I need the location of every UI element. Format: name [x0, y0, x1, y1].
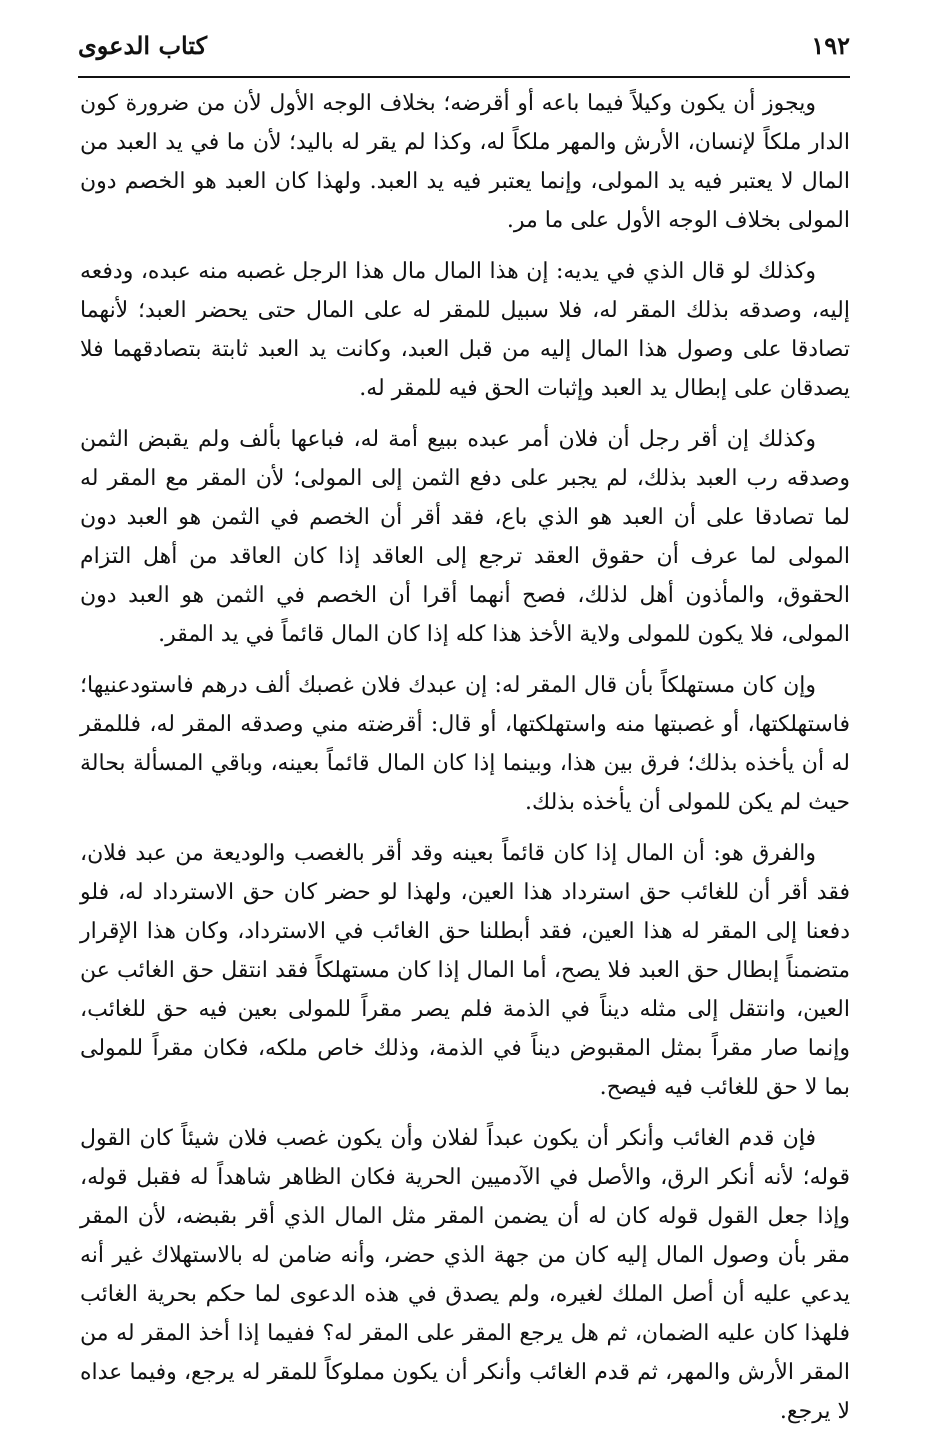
paragraph-3: وكذلك إن أقر رجل أن فلان أمر عبده ببيع أمة له، فباعها بألف ولم يقبض الثمن وصدقه رب العبد بذلك، لم يجبر على دفع الثمن إلى المولى؛ لأن المقر مع المقر له لما تصادقا على أن العبد هو الذي باع، فقد أقر أن الخصم في الثمن هو العبد دون المولى لما عرف أن حقوق العقد ترجع إلى العاقد إذا كان العاقد من أهل التزام الحقوق، والمأذون أهل لذلك، فصح أنهما أقرا أن الخصم في الثمن هو العبد دون المولى، فلا يكون للمولى ولاية الأخذ هذا كله إذا كان المال قائماً في يد المقر.: [80, 427, 850, 647]
paragraph-5: والفرق هو: أن المال إذا كان قائماً بعينه وقد أقر بالغصب والوديعة من عبد فلان، فقد أقر أن للغائب حق استرداد هذا العين، ولهذا لو حضر كان حق الاسترداد له، فلو دفعنا إلى المقر له هذا العين، فقد أبطلنا حق الغائب في الاسترداد، وكان هذا الإقرار متضمناً إبطال حق العبد فلا يصح، أما المال إذا كان مستهلكاً فقد انتقل حق الغائب عن العين، وانتقل إلى مثله ديناً في الذمة فلم يصر مقراً للمولى بعين فيه حق للغائب، وإنما صار مقراً بمثل المقبوض ديناً في الذمة، وذلك خاص ملكه، فكان مقراً للمولى بما لا حق للغائب فيه فيصح.: [80, 841, 851, 1100]
body-text: [80, 84, 851, 1424]
paragraph-4: وإن كان مستهلكاً بأن قال المقر له: إن عبدك فلان غصبك ألف درهم فاستودعنيها؛ فاستهلكتها، أو غصبتها منه واستهلكتها، أو قال: أقرضته مني وصدقه المقر له، فللمقر له أن يأخذه بذلك؛ فرق بين هذا، وبينما إذا كان المال قائماً بعينه، وباقي المسألة بحالة حيث لم يكن للمولى أن يأخذه بذلك.: [80, 673, 850, 815]
header-divider: [78, 76, 850, 78]
chapter-title: كتاب الدعوى: [78, 30, 208, 60]
page-number: ١٩٢: [811, 30, 850, 60]
paragraph-1: ويجوز أن يكون وكيلاً فيما باعه أو أقرضه؛ بخلاف الوجه الأول لأن من ضرورة كون الدار ملكاً لإنسان، الأرش والمهر ملكاً له، وكذا لم يقر له باليد؛ لأن ما في يد العبد من المال لا يعتبر فيه يد المولى، وإنما يعتبر فيه يد العبد. ولهذا كان العبد هو الخصم دون المولى بخلاف الوجه الأول على ما مر.: [80, 91, 850, 233]
page-header: [78, 22, 850, 68]
paragraph-2: وكذلك لو قال الذي في يديه: إن هذا المال مال هذا الرجل غصبه منه عبده، ودفعه إليه، وصدقه بذلك المقر له، فلا سبيل للمقر له على المال حتى يحضر العبد؛ لأنهما تصادقا على وصول هذا المال إليه من قبل العبد، وكانت يد العبد ثابتة بتصادقهما فلا يصدقان على إبطال يد العبد وإثبات الحق فيه للمقر له.: [80, 259, 850, 401]
paragraph-6: فإن قدم الغائب وأنكر أن يكون عبداً لفلان وأن يكون غصب فلان شيئاً كان القول قوله؛ لأنه أنكر الرق، والأصل في الآدميين الحرية فكان الظاهر شاهداً له فقبل قوله، وإذا جعل القول قوله كان له أن يضمن المقر مثل المال الذي أقر بقبضه، لأن المقر مقر بأن وصول المال إليه كان من جهة الذي حضر، وأنه ضامن له بالاستهلاك غير أنه يدعي عليه أن أصل الملك لغيره، ولم يصدق في هذه الدعوى لما حكم بحرية الغائب فلهذا كان عليه الضمان، ثم هل يرجع المقر على المقر له؟ ففيما إذا أخذ المقر له من المقر الأرش والمهر، ثم قدم الغائب وأنكر أن يكون مملوكاً للمقر له يرجع، وفيما عداه لا يرجع.: [80, 1126, 850, 1424]
